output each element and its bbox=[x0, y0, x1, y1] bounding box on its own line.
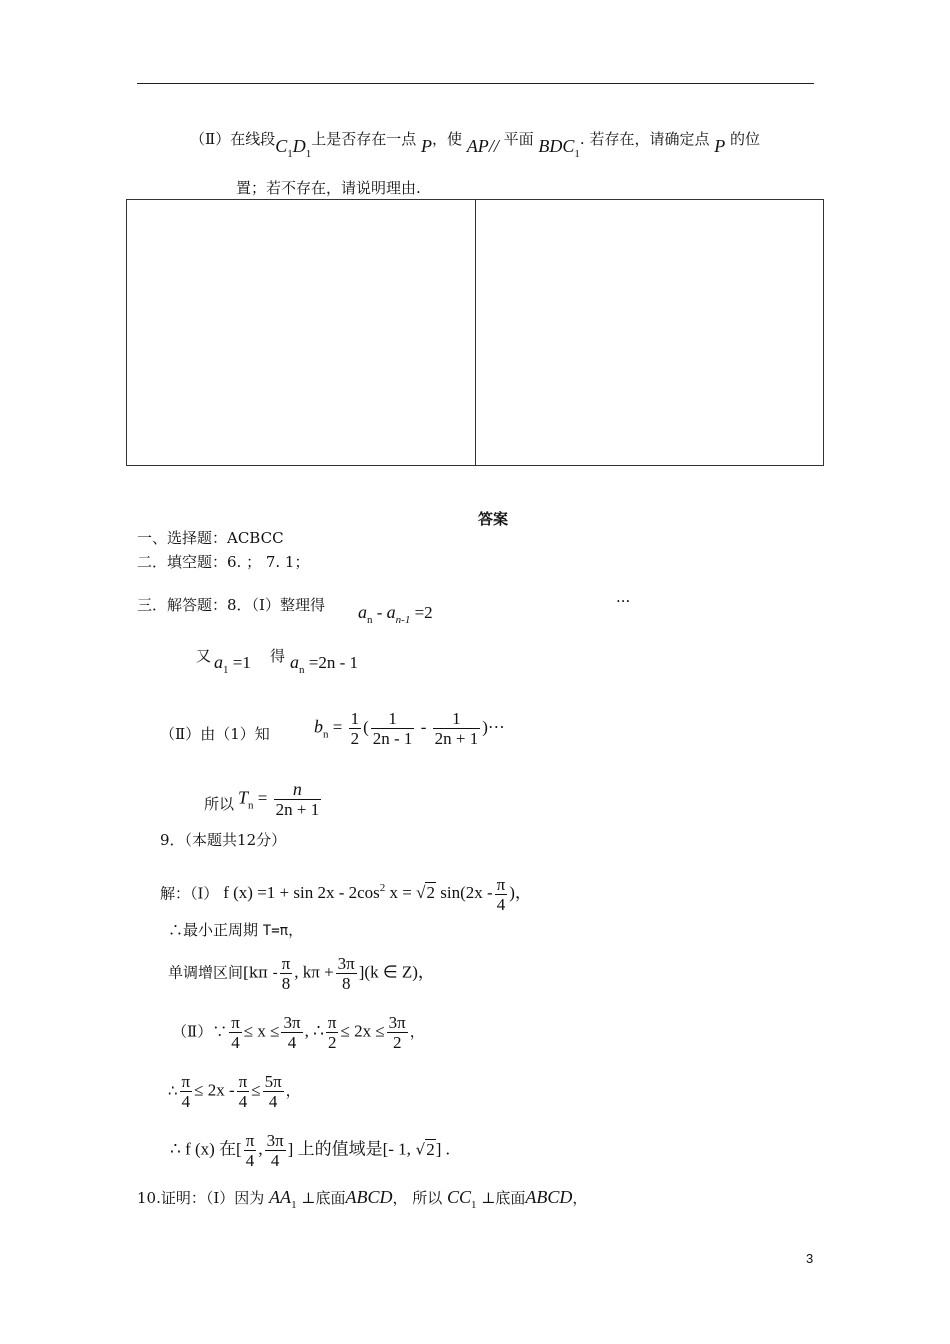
text-fragment: 的位 bbox=[730, 130, 761, 148]
fraction bbox=[433, 709, 481, 748]
fraction bbox=[244, 1131, 257, 1170]
denominator: 4 bbox=[287, 1033, 297, 1052]
numerator: 3π bbox=[337, 954, 355, 973]
text-fragment: ⊥底面 bbox=[481, 1189, 526, 1207]
page-number: 3 bbox=[806, 1251, 814, 1266]
sqrt-radicand: 2 bbox=[426, 1139, 435, 1159]
math-letter: a bbox=[386, 602, 396, 622]
denominator: 4 bbox=[270, 1151, 280, 1170]
math-subscript: 1 bbox=[305, 148, 312, 160]
math-expr: x = bbox=[385, 883, 412, 903]
text-fragment: ，使 bbox=[432, 130, 463, 148]
math-subscript: n bbox=[299, 664, 305, 676]
q9-range bbox=[168, 1072, 301, 1111]
math-expr: ] 上的值域是[- 1, bbox=[287, 1139, 411, 1159]
math-op: - bbox=[420, 717, 427, 737]
math-expr: ≤ bbox=[251, 1080, 261, 1100]
math-expr: 单调增区间[kπ - bbox=[168, 963, 278, 982]
text-fragment: ， bbox=[572, 1189, 588, 1207]
fraction bbox=[349, 709, 362, 748]
denominator: 2 bbox=[350, 729, 360, 748]
fraction bbox=[265, 1131, 286, 1170]
q8-a1 bbox=[214, 652, 251, 676]
fraction bbox=[281, 1013, 302, 1052]
answer-box-divider bbox=[475, 200, 476, 465]
numerator: π bbox=[231, 1013, 240, 1032]
numerator: 1 bbox=[350, 709, 360, 728]
denominator: 2 bbox=[392, 1033, 402, 1052]
denominator: 8 bbox=[281, 974, 291, 993]
math-subscript: 1 bbox=[574, 148, 580, 160]
numerator: π bbox=[496, 875, 506, 894]
answer-box bbox=[126, 199, 824, 466]
math-subscript: n bbox=[367, 614, 373, 626]
q9-head: 9．（本题共12分） bbox=[160, 831, 287, 849]
math-period: T=π bbox=[262, 923, 289, 939]
question-part2-line2: 置；若不存在，请说明理由. bbox=[236, 179, 421, 197]
denominator: 8 bbox=[341, 974, 351, 993]
numerator: π bbox=[245, 1131, 255, 1150]
math-expr: ≤ 2x ≤ bbox=[340, 1021, 385, 1041]
fraction bbox=[326, 1013, 339, 1052]
math-subscript: 1 bbox=[287, 148, 293, 160]
fraction bbox=[336, 954, 357, 993]
denominator: 4 bbox=[231, 1033, 240, 1052]
math-letter: T bbox=[238, 787, 249, 808]
sqrt-radicand: 2 bbox=[426, 883, 435, 903]
denominator: 2n + 1 bbox=[434, 729, 479, 748]
math-bdc1 bbox=[538, 136, 580, 160]
math-expr: ≤ 2x - bbox=[194, 1080, 235, 1100]
fraction bbox=[237, 1072, 250, 1111]
numerator: π bbox=[327, 1013, 337, 1032]
denominator: 4 bbox=[245, 1151, 255, 1170]
q8-intro: 三．解答题：8．（Ⅰ）整理得 bbox=[137, 596, 325, 614]
q8-dots: ··· bbox=[616, 592, 631, 610]
text-fragment: ， bbox=[288, 921, 304, 939]
math-subscript: 1 bbox=[471, 1199, 477, 1211]
text-fragment: ⊥底面 bbox=[301, 1189, 346, 1207]
math-superscript: 2 bbox=[379, 882, 386, 895]
fraction bbox=[387, 1013, 408, 1052]
q9-sol-math: f $(x) =1 + \sin 2x - 2\cos^2$ x = √2 sin(2x - $\frac{\pi}{4}$ )， bbox=[223, 875, 532, 914]
math-expr: ∴ f (x) 在[ bbox=[170, 1139, 242, 1159]
math-subscript: 1 bbox=[291, 1199, 297, 1211]
text-fragment: ， 所以 bbox=[392, 1189, 443, 1207]
q10 bbox=[137, 1187, 587, 1211]
numerator: 1 bbox=[371, 709, 415, 729]
q8-part2: （Ⅱ）由（1）知 bbox=[160, 725, 270, 743]
q9-value: ∴ f (x) 在[ $\frac{\pi}{4}$ , $\frac{3\pi}{4}$ ] 上的值域是[- 1, √2] . bbox=[170, 1131, 450, 1170]
math-subscript: n bbox=[248, 799, 254, 812]
q8-eq1 bbox=[358, 602, 433, 626]
denominator: 2n + 1 bbox=[275, 800, 320, 819]
math-point-p: P bbox=[714, 136, 726, 156]
math-expr: ≤ x ≤ bbox=[243, 1021, 280, 1041]
math-letter: CC bbox=[447, 1187, 472, 1207]
numerator: π bbox=[238, 1072, 248, 1091]
question-part2-line1 bbox=[190, 128, 761, 160]
denominator: 4 bbox=[238, 1092, 248, 1111]
math-expr: , bbox=[258, 1139, 263, 1159]
text-fragment: ， bbox=[285, 1081, 301, 1100]
math-subscript: n bbox=[323, 728, 329, 741]
math-point-p: P bbox=[421, 136, 433, 156]
math-op: = bbox=[257, 788, 268, 808]
math-op: - bbox=[376, 603, 383, 622]
answer-choice: 一、选择题：ACBCC bbox=[137, 529, 284, 547]
math-cc1 bbox=[447, 1187, 477, 1211]
q9-mono bbox=[168, 954, 435, 993]
math-letter: b bbox=[314, 716, 323, 737]
text-fragment: ∴最小正周期 bbox=[168, 921, 263, 939]
math-letter: a bbox=[290, 652, 299, 672]
fraction bbox=[229, 1013, 242, 1052]
math-expr: sin(2x - bbox=[435, 883, 493, 903]
q8-tn-prefix: 所以 bbox=[204, 795, 235, 813]
q8-de: 得 bbox=[270, 647, 286, 665]
text-fragment: . 若存在，请确定点 bbox=[579, 130, 710, 148]
text-fragment: 上是否存在一点 bbox=[311, 130, 417, 148]
numerator: 5π bbox=[264, 1072, 282, 1091]
fraction bbox=[280, 954, 293, 993]
numerator: 1 bbox=[433, 709, 481, 729]
q8-an bbox=[290, 652, 358, 676]
numerator: 3π bbox=[266, 1131, 284, 1150]
math-tail: )， bbox=[509, 883, 532, 903]
math-tail: )··· bbox=[482, 717, 505, 737]
math-aa1 bbox=[269, 1187, 297, 1211]
fraction bbox=[495, 875, 508, 914]
q8-bn bbox=[314, 709, 505, 748]
q9-sol bbox=[160, 875, 532, 914]
math-letter: a bbox=[358, 602, 367, 622]
fraction bbox=[274, 780, 322, 819]
denominator: 4 bbox=[496, 895, 506, 914]
math-c1d1 bbox=[275, 136, 312, 160]
answers-title: 答案 bbox=[478, 510, 509, 528]
numerator: 3π bbox=[388, 1013, 406, 1032]
q9-period bbox=[168, 919, 303, 940]
q8-again: 又 bbox=[196, 647, 212, 665]
numerator: π bbox=[181, 1072, 191, 1091]
text-fragment: 平面 bbox=[503, 130, 534, 148]
text-fragment: 10.证明：（Ⅰ）因为 bbox=[137, 1189, 265, 1207]
denominator: 4 bbox=[268, 1092, 278, 1111]
math-subscript: n-1 bbox=[395, 614, 411, 626]
math-op: = bbox=[332, 717, 343, 737]
text-fragment: ， bbox=[409, 1022, 425, 1041]
denominator: 2n - 1 bbox=[372, 729, 413, 748]
math-letter: a bbox=[214, 652, 223, 672]
math-tail: ](k ∈ Z)， bbox=[358, 962, 435, 982]
math-parallel: // bbox=[488, 136, 499, 156]
math-expr: f (x) =1 + sin 2x - 2cos bbox=[223, 883, 380, 903]
text-fragment: （Ⅱ）在线段 bbox=[190, 130, 276, 148]
math-rhs: =2n - 1 bbox=[308, 653, 358, 672]
denominator: 2 bbox=[327, 1033, 337, 1052]
q8-tn bbox=[238, 780, 323, 819]
numerator: π bbox=[281, 954, 291, 973]
fraction bbox=[180, 1072, 193, 1111]
math-therefore: ∴ bbox=[168, 1081, 178, 1100]
numerator: n bbox=[274, 780, 322, 800]
header-rule bbox=[137, 83, 814, 84]
denominator: 4 bbox=[181, 1092, 191, 1111]
math-paren: ( bbox=[363, 717, 369, 737]
math-subscript: 1 bbox=[223, 664, 229, 676]
math-letter: BDC bbox=[538, 136, 575, 156]
math-ap: AP bbox=[466, 136, 489, 156]
q9-part2 bbox=[172, 1013, 425, 1052]
math-letter: C bbox=[275, 136, 288, 156]
text-fragment: 解：（Ⅰ） bbox=[160, 884, 219, 903]
math-expr: , ∴ bbox=[304, 1021, 324, 1041]
math-rhs: =1 bbox=[232, 653, 251, 672]
fraction bbox=[371, 709, 415, 748]
math-tail: ] . bbox=[435, 1139, 450, 1159]
math-expr: , kπ + bbox=[294, 962, 334, 982]
math-letter: D bbox=[292, 136, 306, 156]
numerator: 3π bbox=[283, 1013, 301, 1032]
text-fragment: （Ⅱ）∵ bbox=[172, 1022, 228, 1041]
math-letter: AA bbox=[269, 1187, 292, 1207]
math-abcd: ABCD bbox=[345, 1187, 393, 1207]
math-rhs: =2 bbox=[414, 603, 433, 622]
fraction bbox=[263, 1072, 284, 1111]
answer-fill: 二．填空题：6. ； 7. 1； bbox=[137, 553, 310, 571]
math-abcd: ABCD bbox=[525, 1187, 573, 1207]
